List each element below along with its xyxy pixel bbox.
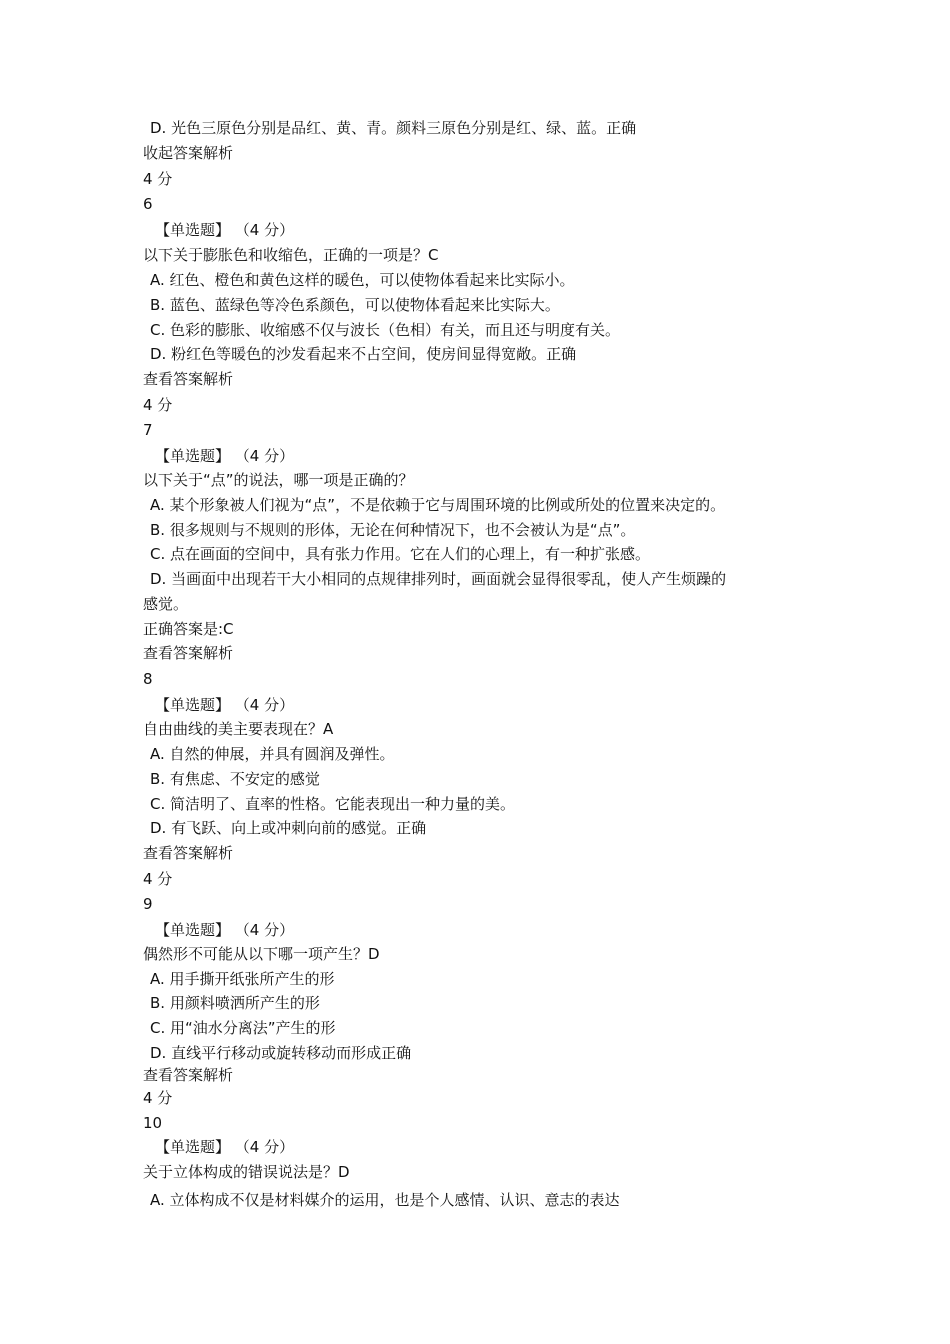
option-line: D. 光色三原色分别是品红、黄、青。颜料三原色分别是红、绿、蓝。正确: [150, 119, 637, 137]
question-text: 关于立体构成的错误说法是？D: [143, 1163, 350, 1181]
score-text: 4 分: [143, 1089, 173, 1107]
option-line: C. 用“油水分离法”产生的形: [150, 1019, 336, 1037]
option-line: A. 立体构成不仅是材料媒介的运用，也是个人感情、认识、意志的表达: [150, 1191, 620, 1209]
option-line: D. 粉红色等暖色的沙发看起来不占空间，使房间显得宽敞。正确: [150, 345, 577, 363]
question-type-header: 【单选题】 （4 分）: [155, 1138, 295, 1156]
question-number: 6: [143, 195, 153, 213]
view-answer-link[interactable]: 查看答案解析: [143, 370, 234, 388]
score-text: 4 分: [143, 170, 173, 188]
question-number: 8: [143, 670, 153, 688]
question-number: 9: [143, 895, 153, 913]
question-text: 偶然形不可能从以下哪一项产生？D: [143, 945, 380, 963]
option-line: A. 红色、橙色和黄色这样的暖色，可以使物体看起来比实际小。: [150, 271, 575, 289]
option-line: B. 有焦虑、不安定的感觉: [150, 770, 320, 788]
view-answer-link[interactable]: 查看答案解析: [143, 844, 234, 862]
question-type-header: 【单选题】 （4 分）: [155, 221, 295, 239]
option-continuation: 感觉。: [143, 595, 189, 613]
option-line: B. 蓝色、蓝绿色等冷色系颜色，可以使物体看起来比实际大。: [150, 296, 560, 314]
score-text: 4 分: [143, 870, 173, 888]
option-line: D. 当画面中出现若干大小相同的点规律排列时，画面就会显得很零乱，使人产生烦躁的: [150, 570, 727, 588]
question-number: 7: [143, 421, 153, 439]
option-line: C. 简洁明了、直率的性格。它能表现出一种力量的美。: [150, 795, 516, 813]
option-line: D. 有飞跃、向上或冲刺向前的感觉。正确: [150, 819, 427, 837]
question-type-header: 【单选题】 （4 分）: [155, 447, 295, 465]
view-answer-link[interactable]: 查看答案解析: [143, 1066, 234, 1084]
score-text: 4 分: [143, 396, 173, 414]
option-line: A. 自然的伸展，并具有圆润及弹性。: [150, 745, 395, 763]
option-line: B. 很多规则与不规则的形体，无论在何种情况下，也不会被认为是“点”。: [150, 521, 636, 539]
option-line: B. 用颜料喷洒所产生的形: [150, 994, 320, 1012]
question-text: 以下关于“点”的说法，哪一项是正确的？: [143, 471, 414, 489]
option-line: A. 某个形象被人们视为“点”，不是依赖于它与周围环境的比例或所处的位置来决定的。: [150, 496, 726, 514]
option-line: C. 色彩的膨胀、收缩感不仅与波长（色相）有关，而且还与明度有关。: [150, 321, 621, 339]
question-text: 以下关于膨胀色和收缩色，正确的一项是？C: [143, 246, 439, 264]
question-text: 自由曲线的美主要表现在？A: [143, 720, 334, 738]
question-type-header: 【单选题】 （4 分）: [155, 696, 295, 714]
question-number: 10: [143, 1114, 163, 1132]
option-line: D. 直线平行移动或旋转移动而形成正确: [150, 1044, 412, 1062]
correct-answer-text: 正确答案是:C: [143, 620, 234, 638]
view-answer-link[interactable]: 查看答案解析: [143, 644, 234, 662]
question-type-header: 【单选题】 （4 分）: [155, 921, 295, 939]
collapse-answer-link[interactable]: 收起答案解析: [143, 144, 234, 162]
option-line: A. 用手撕开纸张所产生的形: [150, 970, 335, 988]
option-line: C. 点在画面的空间中，具有张力作用。它在人们的心理上，有一种扩张感。: [150, 545, 651, 563]
